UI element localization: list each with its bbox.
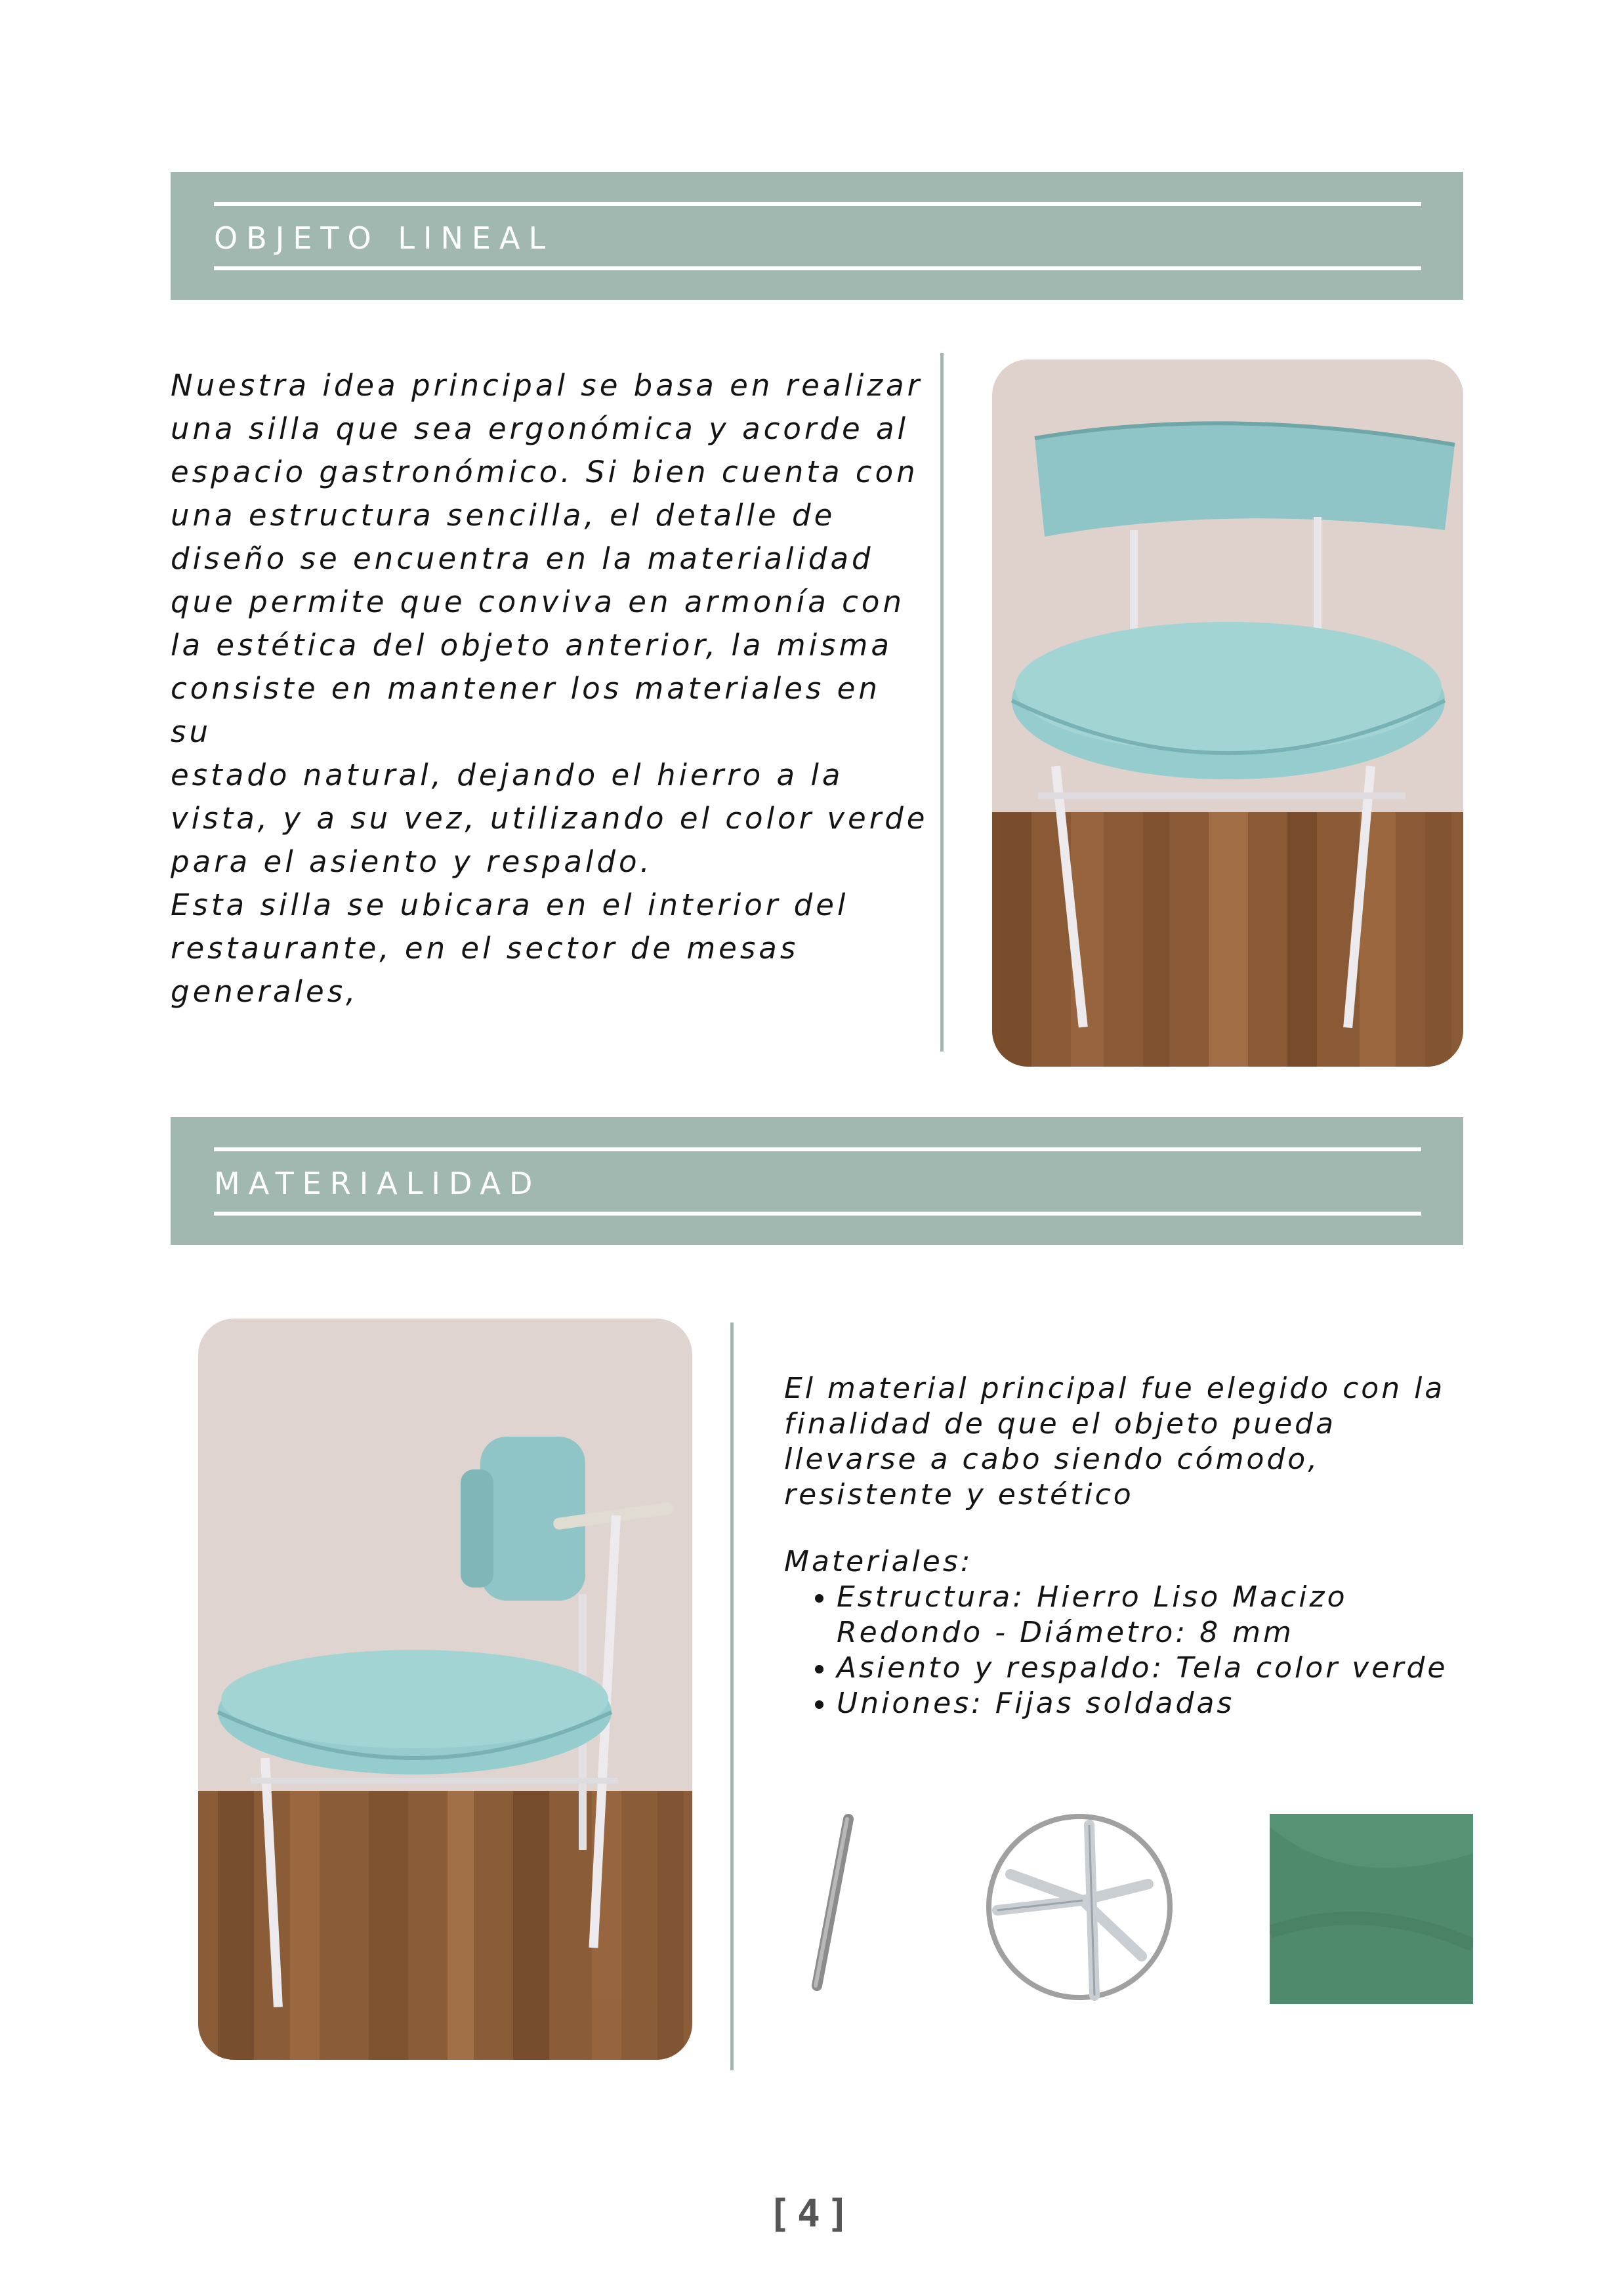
header-rule-bottom xyxy=(214,266,1421,270)
text-line: vista, y a su vez, utilizando el color verde xyxy=(171,801,928,836)
section-header-objeto-lineal xyxy=(171,172,1463,300)
text-line: una estructura sencilla, el detalle de xyxy=(171,498,836,533)
iron-rod-icon xyxy=(804,1814,863,1991)
header-rule-bottom xyxy=(214,1212,1421,1216)
text-line: estado natural, dejando el hierro a la xyxy=(171,758,844,792)
text-line: Esta silla se ubicara en el interior del xyxy=(171,888,849,922)
section-title: OBJETO LINEAL xyxy=(214,220,554,256)
text-line: una silla que sea ergonómica y acorde al xyxy=(171,411,909,446)
text-line: diseño se encuentra en la materialidad xyxy=(171,541,874,576)
material-item-line: Redondo - Diámetro: 8 mm xyxy=(837,1616,1294,1649)
text-line: resistente y estético xyxy=(784,1478,1134,1511)
text-line: El material principal fue elegido con la xyxy=(784,1372,1446,1405)
text-line: llevarse a cabo siendo cómodo, xyxy=(784,1443,1320,1476)
materialidad-description xyxy=(784,1371,1539,1513)
chair-side-photo xyxy=(198,1319,692,2060)
text-line: consiste en mantener los materiales en su xyxy=(171,671,881,749)
header-rule-top xyxy=(214,202,1421,206)
material-item xyxy=(837,1650,1539,1686)
materials-heading: Materiales: xyxy=(784,1545,973,1578)
section-header-materialidad xyxy=(171,1117,1463,1245)
material-item-line: • Estructura: Hierro Liso Macizo xyxy=(837,1580,1348,1614)
green-fabric-swatch xyxy=(1270,1814,1473,2004)
chair-front-photo xyxy=(992,359,1463,1067)
material-item-line: • Asiento y respaldo: Tela color verde xyxy=(837,1651,1448,1685)
vertical-divider xyxy=(940,353,944,1052)
section-title: MATERIALIDAD xyxy=(214,1166,541,1201)
materials-list xyxy=(784,1580,1539,1721)
text-line: que permite que conviva en armonía con xyxy=(171,584,905,619)
text-line: restaurante, en el sector de mesas xyxy=(171,931,799,966)
text-line: finalidad de que el objeto pueda xyxy=(784,1407,1337,1441)
text-line: generales, xyxy=(171,974,359,1009)
text-line: Nuestra idea principal se basa en realizar xyxy=(171,368,923,403)
text-line: la estética del objeto anterior, la misma xyxy=(171,628,892,663)
material-item-line: • Uniones: Fijas soldadas xyxy=(837,1687,1235,1720)
text-line: para el asiento y respaldo. xyxy=(171,844,653,879)
vertical-divider xyxy=(730,1322,734,2070)
weld-joint-icon xyxy=(984,1812,1175,2002)
materials-block xyxy=(784,1544,1539,1721)
page-number: [4] xyxy=(768,2191,856,2236)
material-item xyxy=(837,1580,1539,1650)
header-rule-top xyxy=(214,1147,1421,1151)
material-item xyxy=(837,1686,1539,1721)
objeto-lineal-description xyxy=(171,364,932,1014)
text-line: espacio gastronómico. Si bien cuenta con xyxy=(171,455,919,489)
